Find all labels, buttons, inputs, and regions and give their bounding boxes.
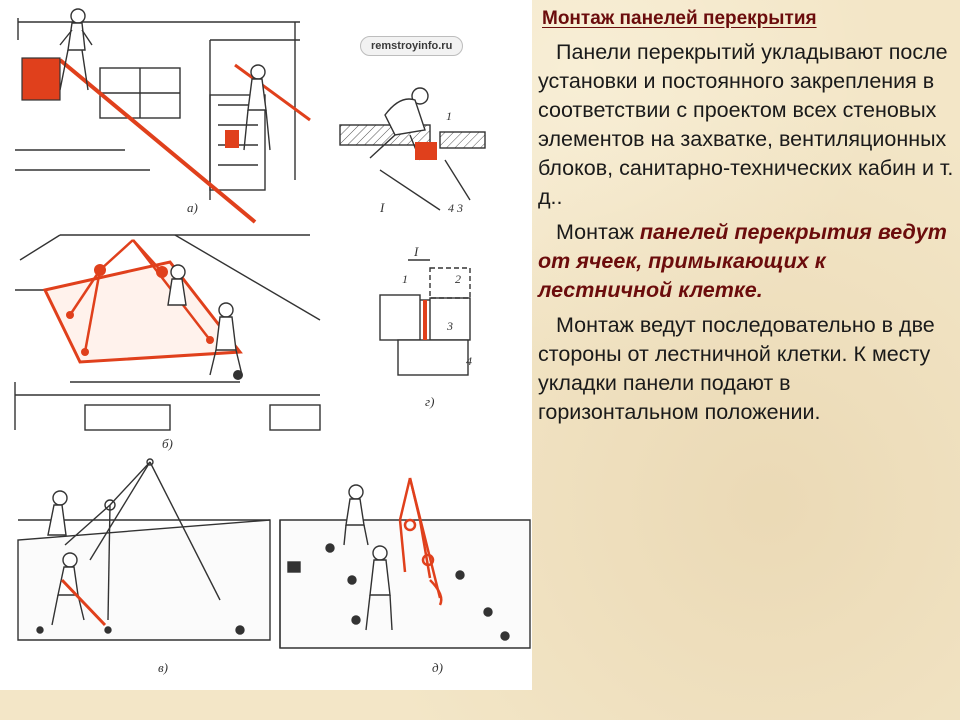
paragraph-2 xyxy=(538,218,954,305)
figure-a-detail xyxy=(340,88,485,210)
label-b: б) xyxy=(162,436,173,451)
text-column xyxy=(538,8,954,433)
label-roman-detail: I xyxy=(414,244,419,259)
label-a: а) xyxy=(187,200,198,215)
paragraph-3: Монтаж ведут последовательно в две стороны от лестничной клетки. К месту укладки панели подают в горизонтальном положении. xyxy=(538,313,935,424)
label-d2: 2 xyxy=(455,272,461,286)
figure-a-red xyxy=(22,58,310,222)
paragraph-2-emphasis: панелей перекрытия ведут от ячеек, примыкающих к лестничной клетке. xyxy=(538,220,947,302)
label-v: в) xyxy=(158,660,168,675)
worker-figure-a1 xyxy=(60,9,92,90)
label-roman-top: I xyxy=(380,200,385,215)
paragraph-2-lead: Монтаж xyxy=(556,220,640,244)
paragraph-1: Панели перекрытий укладывают после установки и постоянного закрепления в соответствии с проектом всех стеновых элементов на захватке, вентиляционных блоков, санитарно-технических кабин и т. д.. xyxy=(538,40,954,209)
figure-d xyxy=(280,520,530,648)
label-1-top: 1 xyxy=(446,109,452,123)
site-watermark: remstroyinfo.ru xyxy=(360,36,463,56)
worker-figure-a2 xyxy=(244,65,270,150)
label-d1: 1 xyxy=(402,272,408,286)
label-d: д) xyxy=(432,660,443,675)
page-title: Монтаж панелей перекрытия xyxy=(542,8,817,29)
label-d4: 4 xyxy=(466,354,472,368)
red-mortar-box xyxy=(415,142,437,160)
label-4-3: 4 3 xyxy=(448,201,463,215)
label-g: г) xyxy=(425,394,435,409)
figure-v xyxy=(18,459,270,640)
label-d3: 3 xyxy=(447,319,453,333)
